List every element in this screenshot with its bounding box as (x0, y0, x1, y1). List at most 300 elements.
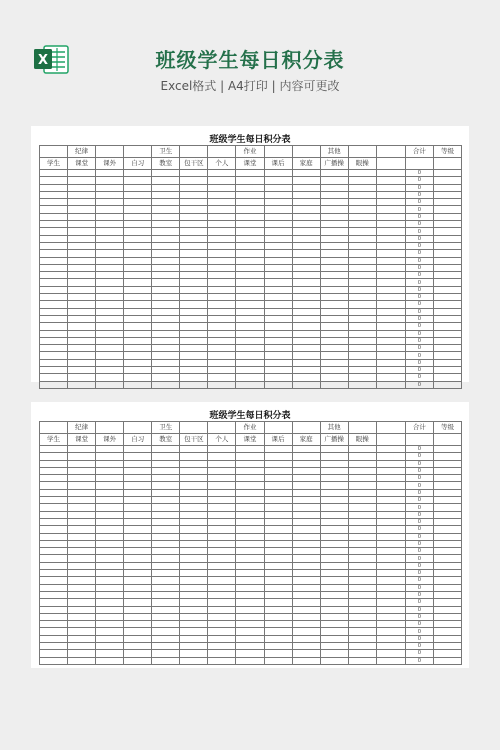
score-cell[interactable] (180, 367, 208, 374)
score-cell[interactable] (180, 482, 208, 489)
score-cell[interactable] (96, 482, 124, 489)
score-cell[interactable] (180, 504, 208, 511)
total-cell[interactable]: 0 (405, 352, 433, 359)
score-cell[interactable] (68, 562, 96, 569)
score-cell[interactable] (236, 242, 264, 249)
score-cell[interactable] (348, 467, 376, 474)
score-cell[interactable] (180, 374, 208, 381)
score-cell[interactable] (264, 548, 292, 555)
score-cell[interactable] (40, 330, 68, 337)
score-cell[interactable] (40, 606, 68, 613)
total-cell[interactable]: 0 (405, 489, 433, 496)
score-cell[interactable] (236, 228, 264, 235)
score-cell[interactable] (376, 446, 405, 453)
score-cell[interactable] (264, 482, 292, 489)
score-cell[interactable] (180, 621, 208, 628)
score-cell[interactable] (124, 250, 152, 257)
score-cell[interactable] (208, 482, 236, 489)
score-cell[interactable] (208, 177, 236, 184)
score-cell[interactable] (124, 591, 152, 598)
score-cell[interactable] (348, 540, 376, 547)
score-cell[interactable] (180, 286, 208, 293)
score-cell[interactable] (96, 504, 124, 511)
score-cell[interactable] (433, 352, 461, 359)
score-cell[interactable] (264, 475, 292, 482)
score-cell[interactable] (152, 482, 180, 489)
score-cell[interactable] (320, 250, 348, 257)
score-cell[interactable] (40, 577, 68, 584)
score-cell[interactable] (376, 635, 405, 642)
score-cell[interactable] (152, 657, 180, 664)
score-cell[interactable] (180, 497, 208, 504)
score-cell[interactable] (180, 308, 208, 315)
score-cell[interactable] (68, 308, 96, 315)
score-cell[interactable] (180, 453, 208, 460)
score-cell[interactable] (376, 591, 405, 598)
score-cell[interactable] (348, 170, 376, 177)
score-cell[interactable] (96, 526, 124, 533)
score-cell[interactable] (348, 475, 376, 482)
score-cell[interactable] (348, 264, 376, 271)
score-cell[interactable] (124, 286, 152, 293)
score-cell[interactable] (40, 533, 68, 540)
score-cell[interactable] (180, 359, 208, 366)
score-cell[interactable] (208, 301, 236, 308)
score-cell[interactable] (40, 367, 68, 374)
score-cell[interactable] (208, 308, 236, 315)
score-cell[interactable] (236, 482, 264, 489)
score-cell[interactable] (320, 191, 348, 198)
score-cell[interactable] (180, 228, 208, 235)
score-cell[interactable] (348, 577, 376, 584)
score-cell[interactable] (348, 570, 376, 577)
score-cell[interactable] (348, 294, 376, 301)
score-cell[interactable] (292, 584, 320, 591)
score-cell[interactable] (152, 359, 180, 366)
score-cell[interactable] (208, 635, 236, 642)
score-cell[interactable] (152, 315, 180, 322)
score-cell[interactable] (292, 191, 320, 198)
score-cell[interactable] (376, 540, 405, 547)
score-cell[interactable] (180, 235, 208, 242)
score-cell[interactable] (40, 518, 68, 525)
score-cell[interactable] (376, 533, 405, 540)
score-cell[interactable] (320, 177, 348, 184)
score-cell[interactable] (348, 330, 376, 337)
score-cell[interactable] (68, 177, 96, 184)
score-cell[interactable] (376, 482, 405, 489)
score-cell[interactable] (433, 235, 461, 242)
score-cell[interactable] (152, 213, 180, 220)
score-cell[interactable] (124, 337, 152, 344)
score-cell[interactable] (348, 337, 376, 344)
score-cell[interactable] (320, 213, 348, 220)
total-cell[interactable]: 0 (405, 475, 433, 482)
score-cell[interactable] (208, 352, 236, 359)
score-cell[interactable] (40, 504, 68, 511)
score-cell[interactable] (96, 213, 124, 220)
score-cell[interactable] (96, 272, 124, 279)
score-cell[interactable] (40, 345, 68, 352)
total-cell[interactable]: 0 (405, 330, 433, 337)
score-cell[interactable] (292, 606, 320, 613)
score-cell[interactable] (124, 562, 152, 569)
score-cell[interactable] (96, 170, 124, 177)
score-cell[interactable] (40, 526, 68, 533)
score-cell[interactable] (264, 170, 292, 177)
score-cell[interactable] (124, 374, 152, 381)
score-cell[interactable] (68, 381, 96, 388)
score-cell[interactable] (264, 264, 292, 271)
score-cell[interactable] (124, 359, 152, 366)
score-cell[interactable] (96, 489, 124, 496)
score-cell[interactable] (124, 301, 152, 308)
total-cell[interactable]: 0 (405, 584, 433, 591)
score-cell[interactable] (348, 497, 376, 504)
score-cell[interactable] (40, 453, 68, 460)
score-cell[interactable] (236, 294, 264, 301)
score-cell[interactable] (376, 570, 405, 577)
score-cell[interactable] (152, 337, 180, 344)
total-cell[interactable]: 0 (405, 301, 433, 308)
total-cell[interactable]: 0 (405, 460, 433, 467)
score-cell[interactable] (124, 199, 152, 206)
score-cell[interactable] (40, 628, 68, 635)
score-cell[interactable] (68, 482, 96, 489)
score-cell[interactable] (376, 272, 405, 279)
score-cell[interactable] (180, 315, 208, 322)
score-cell[interactable] (124, 533, 152, 540)
score-cell[interactable] (180, 221, 208, 228)
score-cell[interactable] (180, 511, 208, 518)
total-cell[interactable]: 0 (405, 272, 433, 279)
score-cell[interactable] (292, 315, 320, 322)
score-cell[interactable] (152, 526, 180, 533)
score-cell[interactable] (152, 548, 180, 555)
score-cell[interactable] (68, 657, 96, 664)
score-cell[interactable] (236, 584, 264, 591)
score-cell[interactable] (264, 345, 292, 352)
score-cell[interactable] (433, 337, 461, 344)
score-cell[interactable] (68, 301, 96, 308)
score-cell[interactable] (376, 199, 405, 206)
total-cell[interactable]: 0 (405, 345, 433, 352)
score-cell[interactable] (40, 591, 68, 598)
score-cell[interactable] (376, 511, 405, 518)
total-cell[interactable]: 0 (405, 177, 433, 184)
total-cell[interactable]: 0 (405, 570, 433, 577)
score-cell[interactable] (433, 199, 461, 206)
score-cell[interactable] (208, 475, 236, 482)
score-cell[interactable] (236, 272, 264, 279)
score-cell[interactable] (180, 279, 208, 286)
score-cell[interactable] (152, 352, 180, 359)
score-cell[interactable] (208, 570, 236, 577)
total-cell[interactable]: 0 (405, 170, 433, 177)
score-cell[interactable] (124, 467, 152, 474)
score-cell[interactable] (124, 570, 152, 577)
score-cell[interactable] (40, 497, 68, 504)
score-cell[interactable] (264, 628, 292, 635)
score-cell[interactable] (264, 453, 292, 460)
score-cell[interactable] (320, 548, 348, 555)
score-cell[interactable] (264, 511, 292, 518)
total-cell[interactable]: 0 (405, 540, 433, 547)
score-cell[interactable] (40, 621, 68, 628)
score-cell[interactable] (180, 446, 208, 453)
score-cell[interactable] (96, 257, 124, 264)
score-cell[interactable] (180, 272, 208, 279)
score-cell[interactable] (96, 584, 124, 591)
score-cell[interactable] (124, 177, 152, 184)
score-cell[interactable] (348, 272, 376, 279)
score-cell[interactable] (348, 242, 376, 249)
score-cell[interactable] (292, 650, 320, 657)
score-cell[interactable] (433, 170, 461, 177)
total-cell[interactable]: 0 (405, 359, 433, 366)
score-cell[interactable] (40, 221, 68, 228)
score-cell[interactable] (124, 613, 152, 620)
score-cell[interactable] (180, 533, 208, 540)
score-cell[interactable] (433, 518, 461, 525)
score-cell[interactable] (124, 235, 152, 242)
score-cell[interactable] (40, 257, 68, 264)
score-cell[interactable] (96, 599, 124, 606)
total-cell[interactable]: 0 (405, 184, 433, 191)
score-cell[interactable] (376, 489, 405, 496)
score-cell[interactable] (264, 460, 292, 467)
score-cell[interactable] (124, 453, 152, 460)
score-cell[interactable] (180, 570, 208, 577)
score-cell[interactable] (292, 548, 320, 555)
score-cell[interactable] (96, 548, 124, 555)
score-cell[interactable] (433, 264, 461, 271)
score-cell[interactable] (180, 257, 208, 264)
score-cell[interactable] (264, 330, 292, 337)
score-cell[interactable] (96, 446, 124, 453)
score-cell[interactable] (236, 540, 264, 547)
score-cell[interactable] (348, 504, 376, 511)
score-cell[interactable] (124, 577, 152, 584)
score-cell[interactable] (348, 599, 376, 606)
score-cell[interactable] (292, 467, 320, 474)
score-cell[interactable] (124, 489, 152, 496)
score-cell[interactable] (348, 235, 376, 242)
score-cell[interactable] (124, 504, 152, 511)
score-cell[interactable] (348, 191, 376, 198)
score-cell[interactable] (124, 221, 152, 228)
score-cell[interactable] (96, 279, 124, 286)
score-cell[interactable] (96, 613, 124, 620)
score-cell[interactable] (320, 323, 348, 330)
score-cell[interactable] (68, 584, 96, 591)
score-cell[interactable] (236, 621, 264, 628)
score-cell[interactable] (152, 345, 180, 352)
score-cell[interactable] (96, 242, 124, 249)
score-cell[interactable] (433, 359, 461, 366)
score-cell[interactable] (68, 184, 96, 191)
score-cell[interactable] (68, 286, 96, 293)
score-cell[interactable] (292, 242, 320, 249)
score-cell[interactable] (320, 184, 348, 191)
score-cell[interactable] (96, 643, 124, 650)
score-cell[interactable] (96, 323, 124, 330)
score-cell[interactable] (68, 294, 96, 301)
score-cell[interactable] (264, 206, 292, 213)
score-cell[interactable] (152, 511, 180, 518)
score-cell[interactable] (208, 170, 236, 177)
score-cell[interactable] (68, 570, 96, 577)
score-cell[interactable] (376, 359, 405, 366)
score-cell[interactable] (320, 657, 348, 664)
score-cell[interactable] (433, 315, 461, 322)
score-cell[interactable] (180, 330, 208, 337)
total-cell[interactable]: 0 (405, 548, 433, 555)
score-cell[interactable] (376, 584, 405, 591)
score-cell[interactable] (124, 184, 152, 191)
score-cell[interactable] (208, 228, 236, 235)
score-cell[interactable] (292, 511, 320, 518)
score-cell[interactable] (292, 301, 320, 308)
score-cell[interactable] (208, 235, 236, 242)
total-cell[interactable]: 0 (405, 242, 433, 249)
score-cell[interactable] (433, 497, 461, 504)
score-cell[interactable] (236, 199, 264, 206)
score-cell[interactable] (236, 170, 264, 177)
score-cell[interactable] (264, 518, 292, 525)
score-cell[interactable] (376, 460, 405, 467)
score-cell[interactable] (180, 352, 208, 359)
score-cell[interactable] (180, 577, 208, 584)
score-cell[interactable] (68, 460, 96, 467)
score-cell[interactable] (152, 177, 180, 184)
score-cell[interactable] (124, 628, 152, 635)
score-cell[interactable] (96, 235, 124, 242)
score-cell[interactable] (376, 221, 405, 228)
score-cell[interactable] (180, 526, 208, 533)
total-cell[interactable]: 0 (405, 315, 433, 322)
score-cell[interactable] (180, 606, 208, 613)
score-cell[interactable] (433, 191, 461, 198)
score-cell[interactable] (152, 584, 180, 591)
score-cell[interactable] (264, 235, 292, 242)
total-cell[interactable]: 0 (405, 613, 433, 620)
score-cell[interactable] (433, 184, 461, 191)
total-cell[interactable]: 0 (405, 504, 433, 511)
score-cell[interactable] (208, 272, 236, 279)
score-cell[interactable] (433, 555, 461, 562)
score-cell[interactable] (96, 206, 124, 213)
score-cell[interactable] (348, 286, 376, 293)
score-cell[interactable] (433, 504, 461, 511)
score-cell[interactable] (292, 555, 320, 562)
score-cell[interactable] (320, 352, 348, 359)
score-cell[interactable] (208, 504, 236, 511)
score-cell[interactable] (124, 526, 152, 533)
score-cell[interactable] (96, 294, 124, 301)
score-cell[interactable] (152, 330, 180, 337)
score-cell[interactable] (152, 199, 180, 206)
score-cell[interactable] (180, 213, 208, 220)
score-cell[interactable] (124, 257, 152, 264)
score-cell[interactable] (152, 294, 180, 301)
total-cell[interactable]: 0 (405, 511, 433, 518)
score-cell[interactable] (180, 548, 208, 555)
score-cell[interactable] (320, 606, 348, 613)
score-cell[interactable] (348, 213, 376, 220)
score-cell[interactable] (264, 337, 292, 344)
score-cell[interactable] (292, 599, 320, 606)
score-cell[interactable] (68, 635, 96, 642)
score-cell[interactable] (348, 359, 376, 366)
score-cell[interactable] (320, 497, 348, 504)
score-cell[interactable] (180, 337, 208, 344)
score-cell[interactable] (320, 570, 348, 577)
score-cell[interactable] (292, 533, 320, 540)
score-cell[interactable] (433, 643, 461, 650)
score-cell[interactable] (208, 548, 236, 555)
score-cell[interactable] (236, 606, 264, 613)
score-cell[interactable] (376, 170, 405, 177)
score-cell[interactable] (124, 330, 152, 337)
score-cell[interactable] (96, 555, 124, 562)
score-cell[interactable] (376, 628, 405, 635)
score-cell[interactable] (348, 221, 376, 228)
score-cell[interactable] (292, 453, 320, 460)
score-cell[interactable] (152, 308, 180, 315)
score-cell[interactable] (68, 497, 96, 504)
score-cell[interactable] (208, 264, 236, 271)
score-cell[interactable] (376, 330, 405, 337)
score-cell[interactable] (292, 482, 320, 489)
score-cell[interactable] (264, 657, 292, 664)
score-cell[interactable] (208, 250, 236, 257)
score-cell[interactable] (376, 497, 405, 504)
score-cell[interactable] (376, 643, 405, 650)
score-cell[interactable] (152, 628, 180, 635)
score-cell[interactable] (124, 482, 152, 489)
score-cell[interactable] (180, 467, 208, 474)
score-cell[interactable] (292, 497, 320, 504)
score-cell[interactable] (433, 489, 461, 496)
score-cell[interactable] (124, 381, 152, 388)
score-cell[interactable] (124, 540, 152, 547)
score-cell[interactable] (68, 533, 96, 540)
score-cell[interactable] (40, 570, 68, 577)
score-cell[interactable] (40, 374, 68, 381)
score-cell[interactable] (376, 475, 405, 482)
score-cell[interactable] (208, 460, 236, 467)
score-cell[interactable] (236, 177, 264, 184)
score-cell[interactable] (320, 294, 348, 301)
score-cell[interactable] (348, 453, 376, 460)
score-cell[interactable] (376, 381, 405, 388)
score-cell[interactable] (40, 446, 68, 453)
score-cell[interactable] (376, 279, 405, 286)
score-cell[interactable] (96, 191, 124, 198)
score-cell[interactable] (264, 257, 292, 264)
score-cell[interactable] (40, 635, 68, 642)
score-cell[interactable] (68, 242, 96, 249)
score-cell[interactable] (264, 613, 292, 620)
score-cell[interactable] (180, 518, 208, 525)
score-cell[interactable] (236, 191, 264, 198)
score-cell[interactable] (96, 635, 124, 642)
score-cell[interactable] (376, 613, 405, 620)
score-cell[interactable] (292, 562, 320, 569)
score-cell[interactable] (68, 250, 96, 257)
score-cell[interactable] (152, 374, 180, 381)
